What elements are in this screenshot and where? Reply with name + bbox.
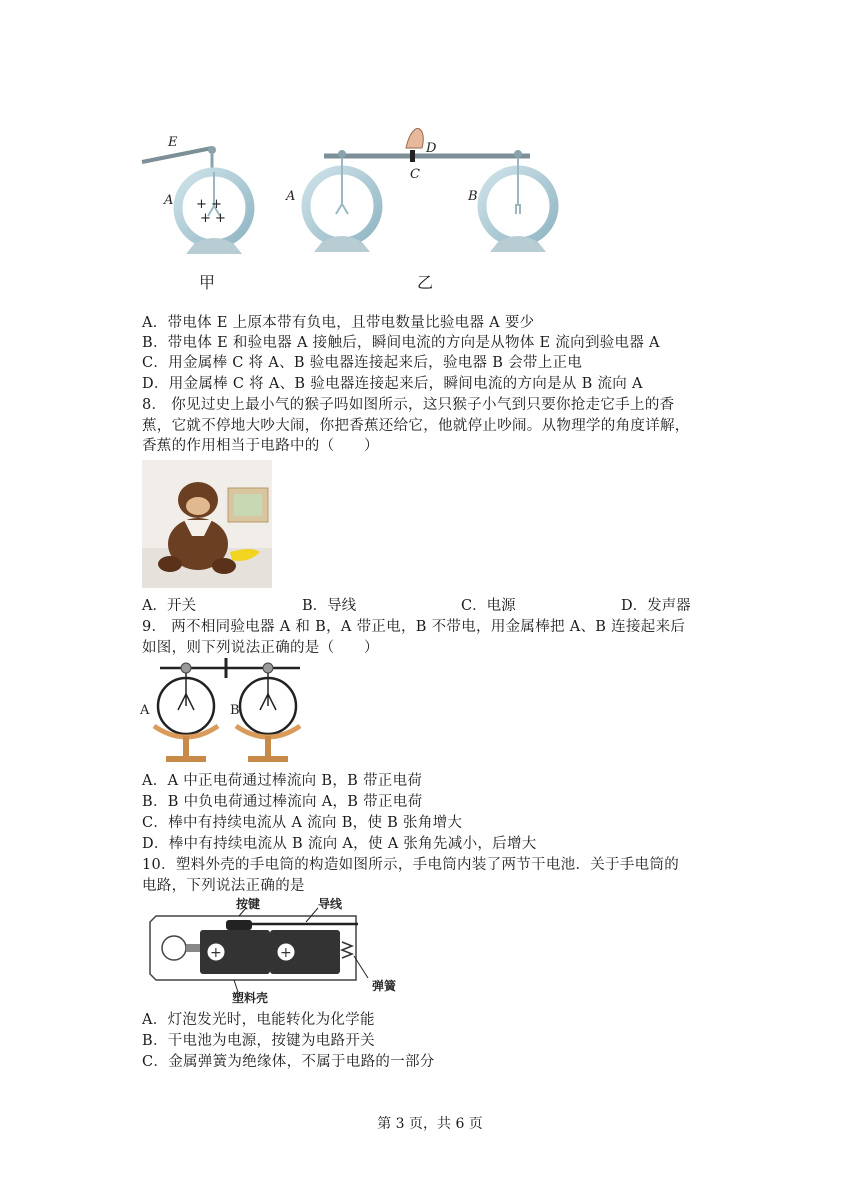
q7-option-b: B．带电体 E 和验电器 A 接触后，瞬间电流的方向是从物体 E 流向到验电器 A	[142, 335, 660, 351]
q7-option-a: A．带电体 E 上原本带有负电，且带电数量比验电器 A 要少	[142, 315, 535, 331]
q8-option-d: D．发声器	[621, 598, 691, 614]
q9-stem-line-1: 9． 两不相同验电器 A 和 B，A 带正电，B 不带电，用金属棒把 A、B 连接起来后	[142, 619, 686, 635]
plus-charges-bottom: + +	[200, 211, 226, 226]
plus-charges-top: + +	[196, 197, 222, 212]
label-a-left: A	[164, 193, 174, 208]
caption-yi: 乙	[417, 273, 434, 292]
electroscope-b-yi	[482, 158, 554, 252]
q8-stem-line-3: 香蕉的作用相当于电路中的（ ）	[142, 438, 379, 454]
label-shell: 塑料壳	[232, 991, 269, 1004]
q9-option-b: B．B 中负电荷通过棒流向 A，B 带正电荷	[142, 794, 423, 810]
q8-option-a: A．开关	[142, 598, 196, 614]
label-d: D	[426, 141, 437, 156]
q8-option-c: C．电源	[461, 598, 516, 614]
svg-text:+: +	[210, 945, 222, 961]
electroscope-a	[154, 663, 218, 762]
q10-option-b: B．干电池为电源，按键为电路开关	[142, 1033, 375, 1049]
q10-option-a: A．灯泡发光时，电能转化为化学能	[142, 1012, 375, 1028]
q9-stem-line-2: 如图，则下列说法正确的是（ ）	[142, 640, 379, 656]
electroscope-b	[236, 663, 300, 762]
q10-stem-line-1: 10．塑料外壳的手电筒的构造如图所示，手电筒内装了两节干电池．关于手电筒的	[142, 857, 680, 873]
q7-option-c: C．用金属棒 C 将 A、B 验电器连接起来后，验电器 B 会带上正电	[142, 355, 583, 371]
flashlight-figure	[146, 896, 416, 1004]
electroscope-figure	[130, 128, 560, 263]
electroscope-pair-figure	[138, 656, 308, 768]
q10-option-c: C．金属弹簧为绝缘体，不属于电路的一部分	[142, 1054, 435, 1070]
q9-option-c: C．棒中有持续电流从 A 流向 B，使 B 张角增大	[142, 815, 463, 831]
label-a: A	[140, 703, 150, 718]
q8-stem-line-1: 8． 你见过史上最小气的猴子吗如图所示，这只猴子小气到只要你抢走它手上的香	[142, 397, 675, 413]
label-b: B	[230, 703, 240, 718]
electroscope-a-yi	[306, 158, 378, 252]
caption-jia: 甲	[199, 273, 216, 292]
label-b: B	[468, 189, 478, 204]
label-spring: 弹簧	[372, 979, 397, 993]
page-footer: 第 3 页，共 6 页	[377, 1116, 483, 1132]
q8-stem-line-2: 蕉，它就不停地大吵大闹，你把香蕉还给它，他就停止吵闹。从物理学的角度详解，	[142, 418, 690, 434]
label-a-right: A	[286, 189, 296, 204]
q7-option-d: D．用金属棒 C 将 A、B 验电器连接起来后，瞬间电流的方向是从 B 流向 A	[142, 376, 643, 392]
q9-option-a: A．A 中正电荷通过棒流向 B，B 带正电荷	[142, 773, 423, 789]
svg-text:+: +	[280, 945, 292, 961]
label-wire: 导线	[318, 897, 343, 911]
label-c: C	[410, 167, 420, 182]
q10-stem-line-2: 电路，下列说法正确的是	[142, 878, 305, 894]
label-button: 按键	[236, 897, 261, 911]
q8-option-b: B．导线	[302, 598, 357, 614]
hand-icon	[406, 128, 423, 148]
monkey-photo	[142, 460, 272, 588]
label-e: E	[168, 135, 178, 150]
q9-option-d: D．棒中有持续电流从 B 流向 A，使 A 张角先减小，后增大	[142, 836, 537, 852]
